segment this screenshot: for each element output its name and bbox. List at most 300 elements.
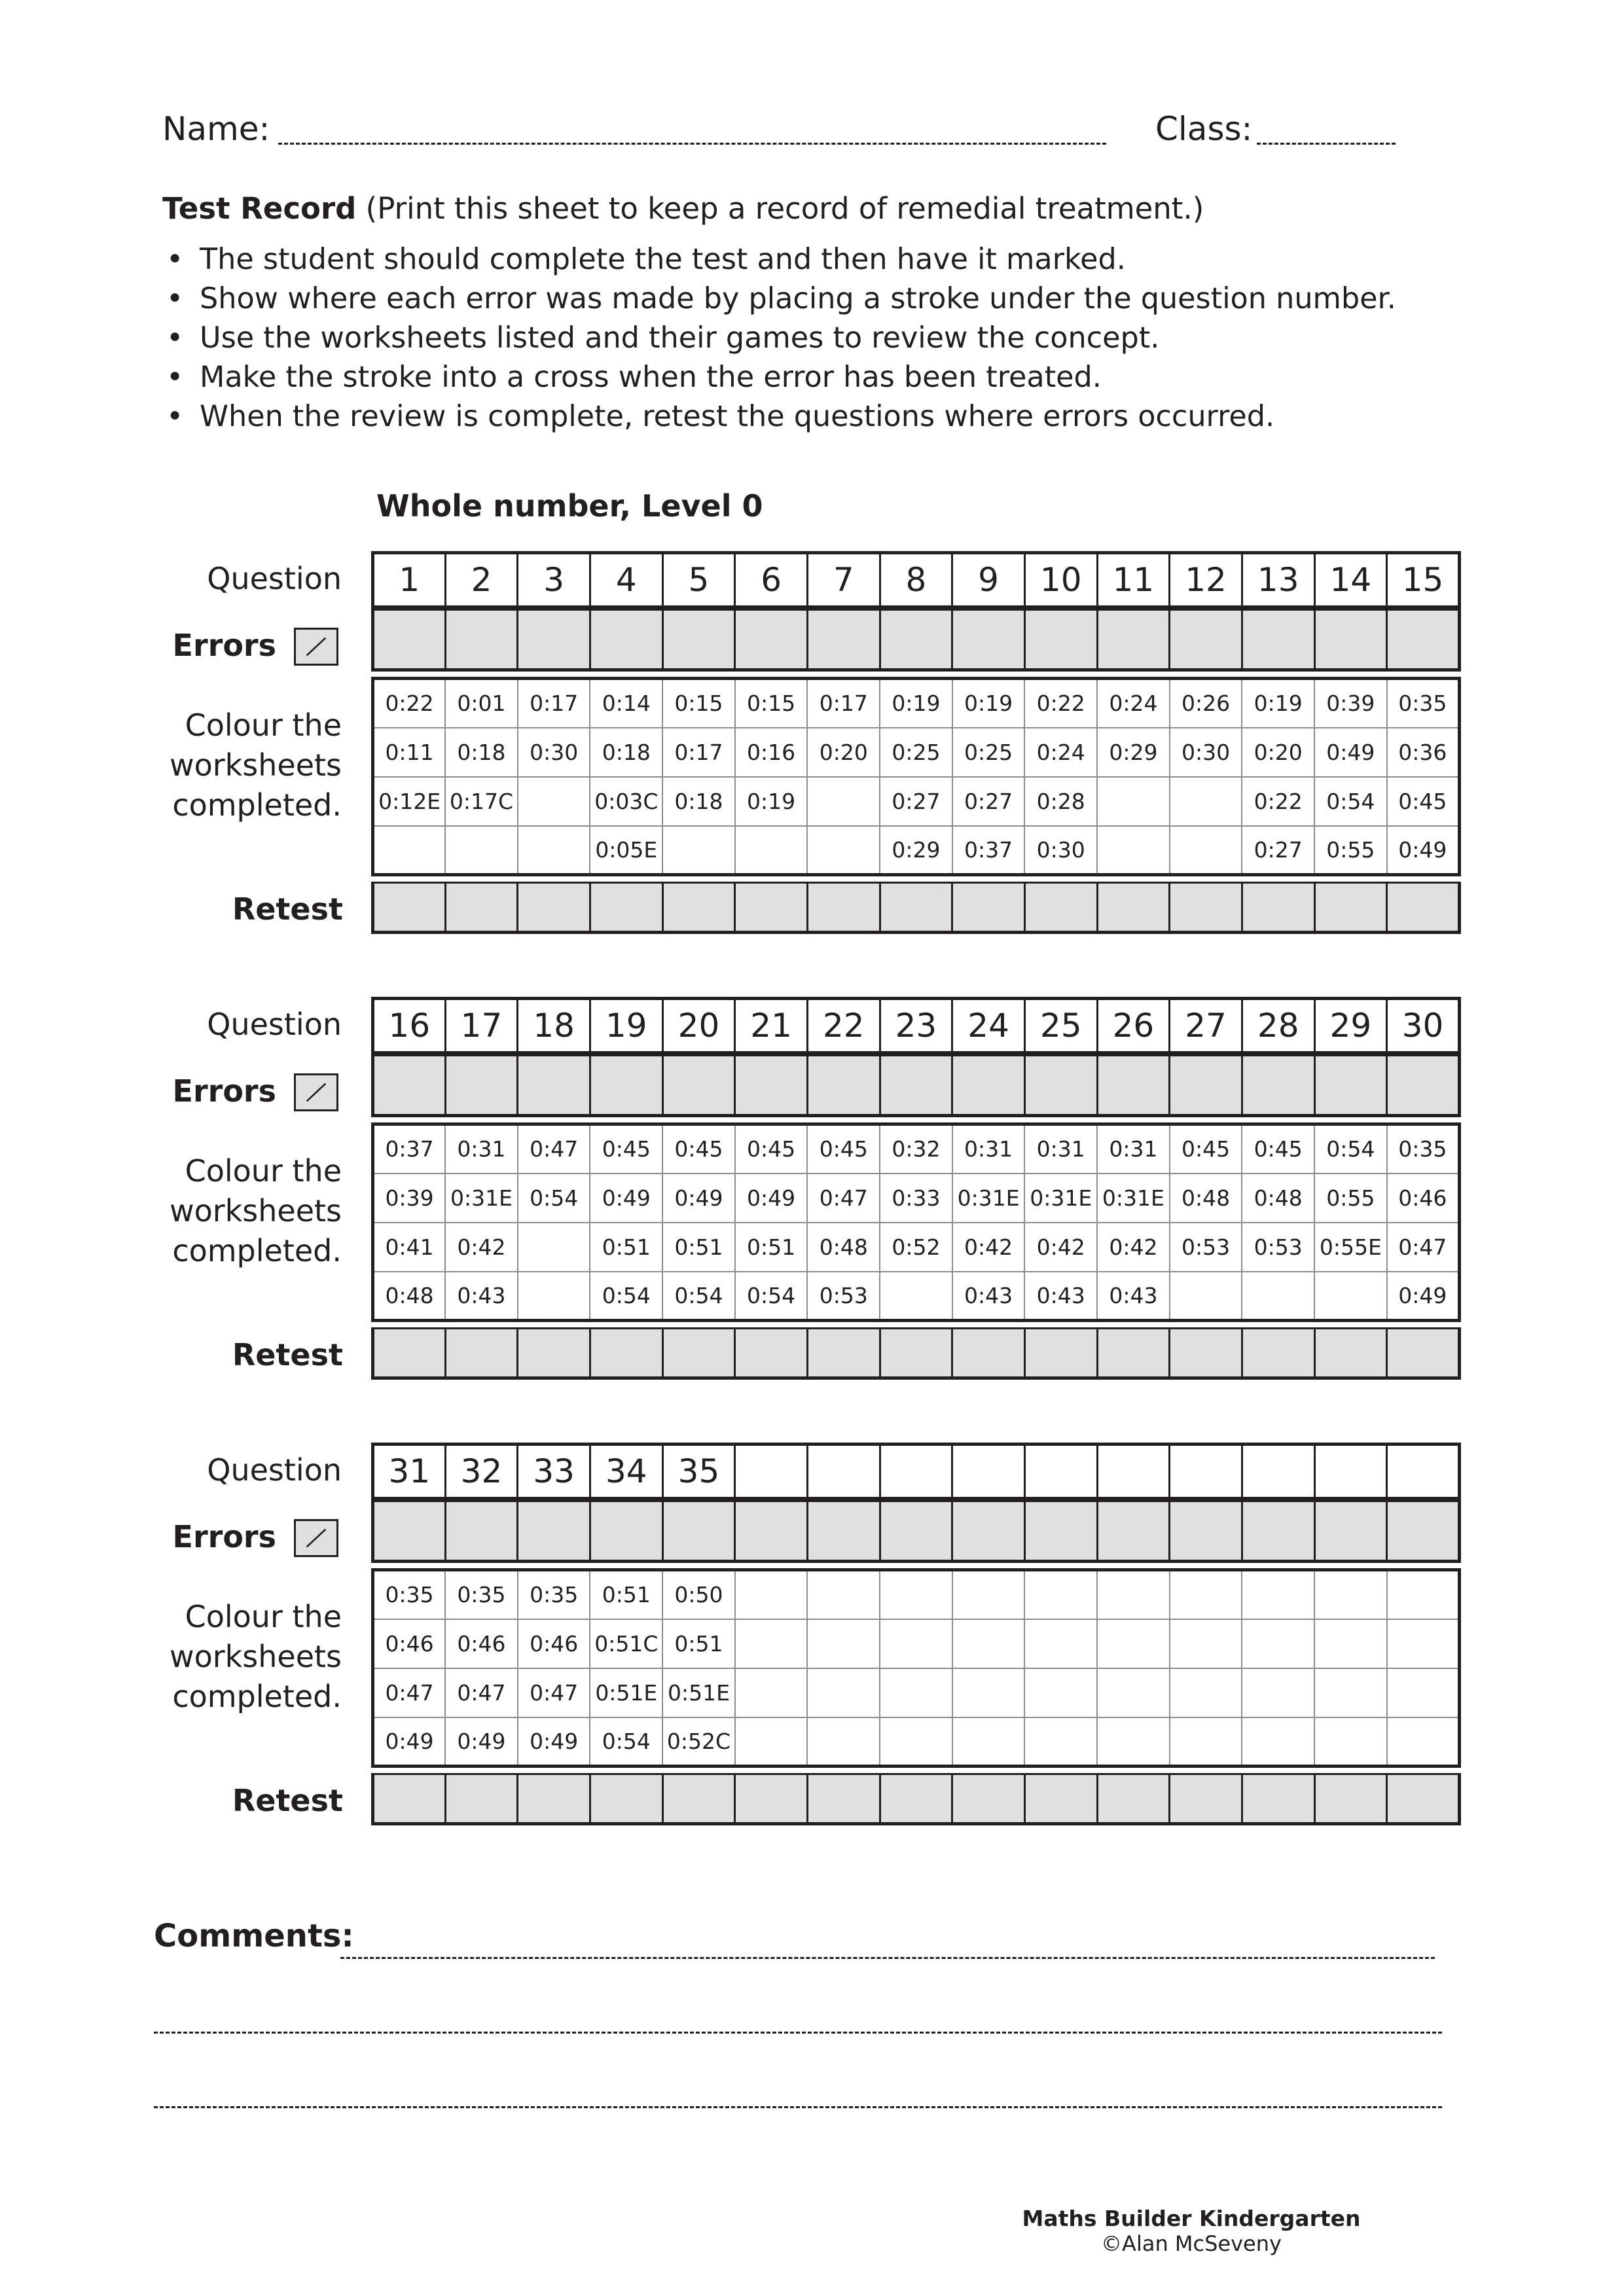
worksheet-cell[interactable]: 0:31E: [445, 1174, 518, 1223]
worksheet-cell[interactable]: 0:46: [518, 1619, 590, 1668]
error-mark-cell[interactable]: [590, 1501, 662, 1562]
worksheet-cell[interactable]: 0:51: [662, 1223, 735, 1272]
worksheet-cell[interactable]: 0:54: [1314, 777, 1387, 826]
error-mark-cell[interactable]: [373, 1056, 446, 1116]
worksheet-cell[interactable]: 0:24: [1024, 728, 1097, 777]
error-mark-cell[interactable]: [1024, 1501, 1097, 1562]
worksheet-cell[interactable]: 0:55: [1314, 826, 1387, 875]
worksheet-cell[interactable]: [880, 1668, 952, 1717]
worksheet-cell[interactable]: [952, 1570, 1025, 1619]
worksheet-cell[interactable]: [807, 1619, 880, 1668]
retest-mark-cell[interactable]: [1024, 883, 1097, 933]
worksheet-cell[interactable]: 0:27: [952, 777, 1025, 826]
error-mark-cell[interactable]: [518, 1056, 590, 1116]
worksheet-cell[interactable]: 0:45: [807, 1124, 880, 1174]
worksheet-cell[interactable]: 0:49: [1387, 1272, 1460, 1321]
worksheet-cell[interactable]: 0:30: [1024, 826, 1097, 875]
question-number-cell: 28: [1242, 999, 1314, 1053]
error-mark-cell[interactable]: [373, 610, 446, 670]
worksheet-cell[interactable]: 0:31: [1097, 1124, 1170, 1174]
worksheet-cell[interactable]: 0:54: [1314, 1124, 1387, 1174]
worksheet-cell[interactable]: 0:49: [735, 1174, 808, 1223]
worksheet-cell[interactable]: 0:47: [807, 1174, 880, 1223]
worksheet-cell[interactable]: 0:48: [1242, 1174, 1314, 1223]
retest-mark-cell[interactable]: [1170, 1329, 1242, 1378]
worksheet-cell[interactable]: [735, 1717, 808, 1767]
retest-mark-cell[interactable]: [807, 1774, 880, 1824]
worksheet-cell[interactable]: 0:26: [1170, 679, 1242, 728]
retest-mark-cell[interactable]: [952, 1774, 1025, 1824]
worksheet-cell[interactable]: 0:32: [880, 1124, 952, 1174]
worksheet-cell[interactable]: [518, 1272, 590, 1321]
worksheet-cell[interactable]: [1242, 1272, 1314, 1321]
worksheet-cell[interactable]: [1024, 1717, 1097, 1767]
worksheet-cell[interactable]: 0:55E: [1314, 1223, 1387, 1272]
worksheet-cell[interactable]: [735, 1619, 808, 1668]
error-mark-cell[interactable]: [518, 610, 590, 670]
worksheet-cell[interactable]: 0:31: [952, 1124, 1025, 1174]
worksheet-row: [373, 1272, 1460, 1321]
worksheet-cell[interactable]: 0:42: [445, 1223, 518, 1272]
worksheet-cell[interactable]: [518, 1223, 590, 1272]
worksheet-cell[interactable]: [1097, 1570, 1170, 1619]
worksheet-cell[interactable]: 0:35: [518, 1570, 590, 1619]
worksheet-cell[interactable]: 0:19: [1242, 679, 1314, 728]
worksheet-cell[interactable]: 0:31E: [952, 1174, 1025, 1223]
error-mark-cell[interactable]: [445, 610, 518, 670]
worksheet-cell[interactable]: [952, 1717, 1025, 1767]
worksheet-cell[interactable]: 0:17C: [445, 777, 518, 826]
worksheet-cell[interactable]: 0:47: [518, 1124, 590, 1174]
worksheet-cell[interactable]: 0:45: [1242, 1124, 1314, 1174]
worksheet-cell[interactable]: 0:42: [1097, 1223, 1170, 1272]
error-mark-cell[interactable]: [445, 1056, 518, 1116]
worksheet-cell[interactable]: [1387, 1668, 1460, 1717]
worksheet-cell[interactable]: 0:45: [662, 1124, 735, 1174]
worksheet-cell[interactable]: 0:45: [735, 1124, 808, 1174]
worksheet-cell[interactable]: [880, 1619, 952, 1668]
worksheet-cell[interactable]: 0:54: [735, 1272, 808, 1321]
worksheet-cell[interactable]: 0:11: [373, 728, 446, 777]
worksheet-cell[interactable]: 0:52: [880, 1223, 952, 1272]
retest-mark-cell[interactable]: [373, 883, 446, 933]
worksheet-cell[interactable]: 0:35: [1387, 1124, 1460, 1174]
worksheet-cell[interactable]: [373, 826, 446, 875]
worksheet-cell[interactable]: [1387, 1619, 1460, 1668]
worksheet-cell[interactable]: 0:16: [735, 728, 808, 777]
error-mark-cell[interactable]: [1387, 610, 1460, 670]
worksheet-cell[interactable]: 0:24: [1097, 679, 1170, 728]
worksheet-cell[interactable]: 0:17: [662, 728, 735, 777]
worksheet-cell[interactable]: 0:48: [373, 1272, 446, 1321]
question-number-cell: 1: [373, 553, 446, 607]
worksheet-cell[interactable]: 0:51E: [590, 1668, 662, 1717]
worksheet-cell[interactable]: 0:31E: [1097, 1174, 1170, 1223]
retest-mark-cell[interactable]: [1097, 1774, 1170, 1824]
worksheet-cell[interactable]: [880, 1717, 952, 1767]
worksheet-cell[interactable]: [1024, 1570, 1097, 1619]
error-mark-cell[interactable]: [1387, 1501, 1460, 1562]
question-number-cell: 18: [518, 999, 590, 1053]
error-mark-cell[interactable]: [880, 1501, 952, 1562]
worksheet-cell[interactable]: [1387, 1570, 1460, 1619]
retest-mark-cell[interactable]: [807, 1329, 880, 1378]
worksheet-cell[interactable]: 0:19: [880, 679, 952, 728]
retest-mark-cell[interactable]: [590, 883, 662, 933]
worksheet-cell[interactable]: [952, 1668, 1025, 1717]
error-mark-cell[interactable]: [735, 610, 808, 670]
worksheet-cell[interactable]: 0:54: [590, 1717, 662, 1767]
worksheet-cell[interactable]: 0:51: [662, 1619, 735, 1668]
worksheet-cell[interactable]: 0:37: [952, 826, 1025, 875]
worksheet-cell[interactable]: 0:31: [1024, 1124, 1097, 1174]
worksheet-cell[interactable]: 0:45: [1387, 777, 1460, 826]
question-number-cell: 33: [518, 1444, 590, 1499]
worksheet-cell[interactable]: 0:19: [735, 777, 808, 826]
worksheet-row: [373, 777, 1460, 826]
errors-label: Errors: [172, 1519, 276, 1554]
retest-mark-cell[interactable]: [735, 883, 808, 933]
worksheet-cell[interactable]: 0:12E: [373, 777, 446, 826]
worksheet-cell[interactable]: 0:51: [590, 1570, 662, 1619]
retest-mark-cell[interactable]: [373, 1329, 446, 1378]
stroke-sample-icon: [294, 1073, 338, 1111]
worksheet-cell[interactable]: [1097, 1717, 1170, 1767]
retest-mark-cell[interactable]: [807, 883, 880, 933]
retest-mark-cell[interactable]: [1242, 883, 1314, 933]
worksheet-cell[interactable]: 0:43: [1024, 1272, 1097, 1321]
worksheet-cell[interactable]: [1170, 777, 1242, 826]
worksheet-cell[interactable]: 0:20: [807, 728, 880, 777]
error-mark-cell[interactable]: [1170, 610, 1242, 670]
retest-cells: [373, 1329, 1460, 1378]
worksheet-cell[interactable]: [1170, 1570, 1242, 1619]
worksheet-cell[interactable]: 0:35: [1387, 679, 1460, 728]
worksheet-cell[interactable]: 0:31: [445, 1124, 518, 1174]
worksheet-cell[interactable]: 0:30: [1170, 728, 1242, 777]
comments-line-2[interactable]: [154, 2032, 1442, 2034]
worksheet-cell[interactable]: 0:15: [662, 679, 735, 728]
retest-mark-cell[interactable]: [445, 1774, 518, 1824]
worksheet-cell[interactable]: [1170, 1272, 1242, 1321]
retest-mark-cell[interactable]: [1024, 1774, 1097, 1824]
worksheet-cell[interactable]: 0:27: [880, 777, 952, 826]
worksheet-cell[interactable]: 0:51: [735, 1223, 808, 1272]
error-mark-cell[interactable]: [735, 1056, 808, 1116]
error-mark-cell[interactable]: [445, 1501, 518, 1562]
error-mark-cell[interactable]: [807, 610, 880, 670]
worksheet-cell[interactable]: [952, 1619, 1025, 1668]
error-mark-cell[interactable]: [1024, 1056, 1097, 1116]
worksheet-cell[interactable]: [880, 1570, 952, 1619]
retest-mark-cell[interactable]: [1170, 1774, 1242, 1824]
worksheet-cell[interactable]: 0:51: [590, 1223, 662, 1272]
error-mark-cell[interactable]: [590, 610, 662, 670]
error-mark-cell[interactable]: [1314, 610, 1387, 670]
question-number-cell: [1387, 1444, 1460, 1499]
error-mark-cell[interactable]: [662, 610, 735, 670]
worksheet-cell[interactable]: 0:49: [518, 1717, 590, 1767]
comments-label: Comments:: [154, 1918, 354, 1954]
retest-mark-cell[interactable]: [1242, 1774, 1314, 1824]
worksheet-cell[interactable]: [1024, 1619, 1097, 1668]
worksheet-cell[interactable]: [1242, 1717, 1314, 1767]
question-label: Question: [207, 561, 342, 596]
retest-mark-cell[interactable]: [1314, 1329, 1387, 1378]
worksheet-cell[interactable]: [880, 1272, 952, 1321]
worksheet-cell[interactable]: [662, 826, 735, 875]
question-number-cell: 24: [952, 999, 1025, 1053]
retest-mark-cell[interactable]: [1314, 1774, 1387, 1824]
retest-mark-cell[interactable]: [952, 1329, 1025, 1378]
worksheet-cell[interactable]: 0:49: [1314, 728, 1387, 777]
error-mark-cell[interactable]: [1097, 1501, 1170, 1562]
worksheet-cell[interactable]: 0:49: [590, 1174, 662, 1223]
error-mark-cell[interactable]: [807, 1501, 880, 1562]
worksheet-cell[interactable]: 0:25: [952, 728, 1025, 777]
worksheet-cell[interactable]: 0:31E: [1024, 1174, 1097, 1223]
worksheet-cell[interactable]: 0:17: [807, 679, 880, 728]
worksheet-cell[interactable]: 0:46: [445, 1619, 518, 1668]
worksheet-cell[interactable]: [735, 826, 808, 875]
retest-mark-cell[interactable]: [518, 1774, 590, 1824]
worksheet-cell[interactable]: [1170, 1619, 1242, 1668]
worksheet-cell[interactable]: [518, 777, 590, 826]
error-mark-cell[interactable]: [1097, 1056, 1170, 1116]
worksheet-cell[interactable]: 0:48: [1170, 1174, 1242, 1223]
retest-mark-cell[interactable]: [880, 1329, 952, 1378]
worksheet-cell[interactable]: 0:49: [662, 1174, 735, 1223]
worksheet-cell[interactable]: 0:01: [445, 679, 518, 728]
worksheet-cell[interactable]: 0:42: [952, 1223, 1025, 1272]
retest-mark-cell[interactable]: [590, 1774, 662, 1824]
retest-mark-cell[interactable]: [1024, 1329, 1097, 1378]
retest-mark-cell[interactable]: [735, 1329, 808, 1378]
class-field[interactable]: [1257, 143, 1396, 145]
test-record-title: [162, 191, 1204, 226]
retest-mark-cell[interactable]: [445, 883, 518, 933]
worksheet-cell[interactable]: 0:27: [1242, 826, 1314, 875]
worksheet-cell[interactable]: [445, 826, 518, 875]
retest-mark-cell[interactable]: [735, 1774, 808, 1824]
question-number-cell: 17: [445, 999, 518, 1053]
worksheet-cell[interactable]: 0:47: [1387, 1223, 1460, 1272]
error-mark-cell[interactable]: [1024, 610, 1097, 670]
worksheet-cell[interactable]: 0:55: [1314, 1174, 1387, 1223]
worksheet-cell[interactable]: [735, 1570, 808, 1619]
worksheet-cell[interactable]: 0:52C: [662, 1717, 735, 1767]
name-field[interactable]: [278, 143, 1106, 145]
error-mark-cell[interactable]: [1242, 1501, 1314, 1562]
worksheet-cell[interactable]: 0:18: [662, 777, 735, 826]
retest-mark-cell[interactable]: [952, 883, 1025, 933]
instruction-item: • Use the worksheets listed and their games to review the concept.: [162, 319, 1396, 358]
worksheet-cell[interactable]: 0:45: [1170, 1124, 1242, 1174]
error-mark-cell[interactable]: [1242, 610, 1314, 670]
worksheet-cell[interactable]: [1314, 1272, 1387, 1321]
worksheet-cell[interactable]: 0:47: [373, 1668, 446, 1717]
worksheet-cell[interactable]: 0:35: [445, 1570, 518, 1619]
question-number-cell: 35: [662, 1444, 735, 1499]
worksheet-cell[interactable]: [1314, 1570, 1387, 1619]
worksheet-cell[interactable]: 0:14: [590, 679, 662, 728]
worksheet-cell[interactable]: 0:51E: [662, 1668, 735, 1717]
worksheet-cell[interactable]: 0:22: [1242, 777, 1314, 826]
retest-mark-cell[interactable]: [1387, 1329, 1460, 1378]
retest-mark-cell[interactable]: [1097, 1329, 1170, 1378]
worksheet-cell[interactable]: 0:46: [1387, 1174, 1460, 1223]
retest-mark-cell[interactable]: [518, 883, 590, 933]
worksheet-cell[interactable]: 0:46: [373, 1619, 446, 1668]
worksheet-cell[interactable]: 0:41: [373, 1223, 446, 1272]
worksheet-cell[interactable]: [1314, 1619, 1387, 1668]
retest-mark-cell[interactable]: [662, 1774, 735, 1824]
worksheet-cell[interactable]: [807, 1570, 880, 1619]
error-mark-cell[interactable]: [590, 1056, 662, 1116]
comments-line-3[interactable]: [154, 2106, 1442, 2108]
worksheet-cell[interactable]: 0:05E: [590, 826, 662, 875]
worksheet-cell[interactable]: [1170, 826, 1242, 875]
worksheet-cell[interactable]: 0:50: [662, 1570, 735, 1619]
worksheet-cell[interactable]: [1097, 826, 1170, 875]
worksheet-cell[interactable]: 0:48: [807, 1223, 880, 1272]
error-mark-cell[interactable]: [1314, 1501, 1387, 1562]
question-row: [371, 997, 1461, 1054]
worksheet-cell[interactable]: 0:53: [1170, 1223, 1242, 1272]
error-mark-cell[interactable]: [1242, 1056, 1314, 1116]
question-number-cell: [807, 1444, 880, 1499]
retest-mark-cell[interactable]: [880, 1774, 952, 1824]
error-mark-cell[interactable]: [1097, 610, 1170, 670]
footer: [903, 2206, 1479, 2256]
worksheet-cell[interactable]: 0:29: [880, 826, 952, 875]
colour-worksheets-label: Colour the worksheets completed.: [169, 1153, 342, 1268]
comments-line-1[interactable]: [340, 1957, 1435, 1959]
retest-mark-cell[interactable]: [880, 883, 952, 933]
errors-label: Errors: [172, 628, 276, 663]
worksheet-cell[interactable]: 0:42: [1024, 1223, 1097, 1272]
error-mark-cell[interactable]: [373, 1501, 446, 1562]
worksheet-cell[interactable]: 0:47: [445, 1668, 518, 1717]
worksheet-cell[interactable]: 0:22: [373, 679, 446, 728]
worksheet-cell[interactable]: 0:30: [518, 728, 590, 777]
retest-row: [371, 882, 1461, 934]
error-mark-cell[interactable]: [1170, 1501, 1242, 1562]
worksheet-cell[interactable]: 0:43: [952, 1272, 1025, 1321]
question-number-cell: 9: [952, 553, 1025, 607]
worksheet-cell[interactable]: 0:37: [373, 1124, 446, 1174]
retest-mark-cell[interactable]: [518, 1329, 590, 1378]
worksheet-cell[interactable]: [1170, 1668, 1242, 1717]
worksheet-cell[interactable]: 0:47: [518, 1668, 590, 1717]
worksheet-cell[interactable]: [1242, 1570, 1314, 1619]
worksheet-cell[interactable]: 0:53: [807, 1272, 880, 1321]
worksheet-cell[interactable]: [1097, 1668, 1170, 1717]
worksheet-cell[interactable]: 0:19: [952, 679, 1025, 728]
worksheet-cell[interactable]: 0:18: [445, 728, 518, 777]
error-mark-cell[interactable]: [952, 1501, 1025, 1562]
retest-mark-cell[interactable]: [1387, 1774, 1460, 1824]
worksheet-cell[interactable]: [807, 1717, 880, 1767]
worksheet-cell[interactable]: 0:43: [1097, 1272, 1170, 1321]
worksheet-cell[interactable]: 0:54: [590, 1272, 662, 1321]
worksheet-cell[interactable]: 0:17: [518, 679, 590, 728]
worksheet-cell[interactable]: [518, 826, 590, 875]
worksheet-cell[interactable]: 0:49: [1387, 826, 1460, 875]
worksheet-cell[interactable]: 0:49: [373, 1717, 446, 1767]
worksheet-cell[interactable]: [1097, 777, 1170, 826]
worksheet-cell[interactable]: 0:03C: [590, 777, 662, 826]
worksheet-cell[interactable]: 0:29: [1097, 728, 1170, 777]
worksheet-cell[interactable]: 0:49: [445, 1717, 518, 1767]
name-label: Name:: [162, 110, 270, 148]
worksheet-cell[interactable]: [1242, 1668, 1314, 1717]
error-mark-cell[interactable]: [1170, 1056, 1242, 1116]
worksheet-cell[interactable]: 0:39: [373, 1174, 446, 1223]
retest-mark-cell[interactable]: [590, 1329, 662, 1378]
retest-mark-cell[interactable]: [662, 883, 735, 933]
retest-mark-cell[interactable]: [445, 1329, 518, 1378]
worksheet-cell[interactable]: 0:22: [1024, 679, 1097, 728]
worksheet-cell[interactable]: 0:36: [1387, 728, 1460, 777]
worksheet-cell[interactable]: 0:28: [1024, 777, 1097, 826]
worksheet-cell[interactable]: [1024, 1668, 1097, 1717]
retest-mark-cell[interactable]: [1314, 883, 1387, 933]
worksheet-cell[interactable]: [807, 1668, 880, 1717]
error-mark-cell[interactable]: [880, 610, 952, 670]
error-mark-cell[interactable]: [807, 1056, 880, 1116]
worksheet-cell[interactable]: 0:18: [590, 728, 662, 777]
worksheet-cell[interactable]: 0:35: [373, 1570, 446, 1619]
worksheet-cell[interactable]: [1170, 1717, 1242, 1767]
worksheet-cell[interactable]: 0:20: [1242, 728, 1314, 777]
worksheet-cell[interactable]: [1314, 1717, 1387, 1767]
worksheet-cell[interactable]: [1097, 1619, 1170, 1668]
retest-mark-cell[interactable]: [1242, 1329, 1314, 1378]
worksheet-cell[interactable]: 0:43: [445, 1272, 518, 1321]
worksheet-cell[interactable]: [735, 1668, 808, 1717]
worksheet-cell[interactable]: [1314, 1668, 1387, 1717]
worksheet-cell[interactable]: [807, 777, 880, 826]
error-mark-cell[interactable]: [952, 610, 1025, 670]
worksheet-cell[interactable]: [1242, 1619, 1314, 1668]
error-mark-cell[interactable]: [1314, 1056, 1387, 1116]
error-mark-cell[interactable]: [735, 1501, 808, 1562]
worksheet-cell[interactable]: 0:39: [1314, 679, 1387, 728]
error-mark-cell[interactable]: [662, 1501, 735, 1562]
retest-mark-cell[interactable]: [1097, 883, 1170, 933]
worksheet-cell[interactable]: 0:15: [735, 679, 808, 728]
retest-mark-cell[interactable]: [373, 1774, 446, 1824]
worksheet-cell[interactable]: 0:45: [590, 1124, 662, 1174]
error-mark-cell[interactable]: [952, 1056, 1025, 1116]
worksheet-cell[interactable]: 0:54: [518, 1174, 590, 1223]
worksheet-cell[interactable]: 0:51C: [590, 1619, 662, 1668]
error-mark-cell[interactable]: [880, 1056, 952, 1116]
worksheet-cell[interactable]: 0:53: [1242, 1223, 1314, 1272]
worksheet-cell[interactable]: 0:25: [880, 728, 952, 777]
retest-mark-cell[interactable]: [662, 1329, 735, 1378]
worksheet-cell[interactable]: 0:33: [880, 1174, 952, 1223]
error-mark-cell[interactable]: [1387, 1056, 1460, 1116]
retest-mark-cell[interactable]: [1387, 883, 1460, 933]
error-mark-cell[interactable]: [662, 1056, 735, 1116]
retest-mark-cell[interactable]: [1170, 883, 1242, 933]
worksheet-cell[interactable]: [1387, 1717, 1460, 1767]
worksheet-cell[interactable]: 0:54: [662, 1272, 735, 1321]
error-mark-cell[interactable]: [518, 1501, 590, 1562]
worksheet-cell[interactable]: [807, 826, 880, 875]
